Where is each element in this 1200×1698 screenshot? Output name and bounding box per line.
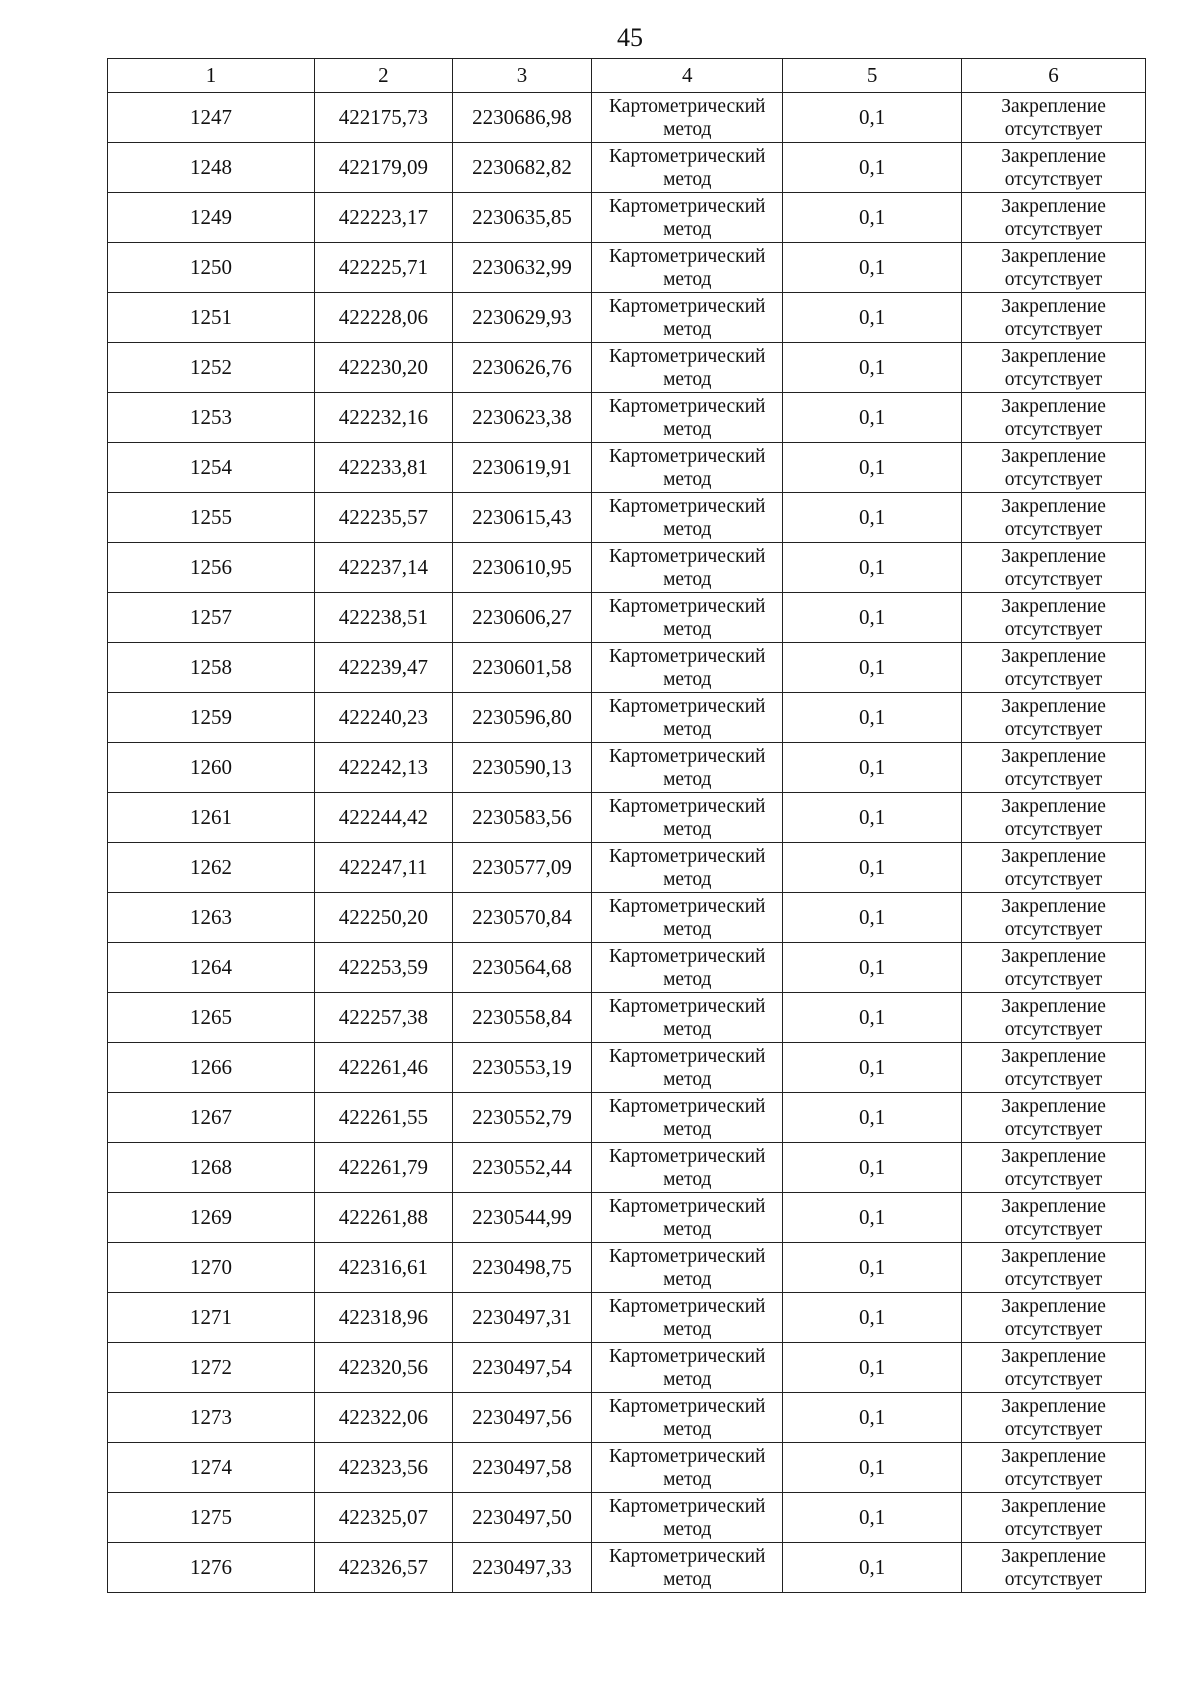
table-row	[108, 1393, 1146, 1443]
accuracy-cell: 0,1	[783, 1343, 962, 1393]
accuracy-cell: 0,1	[783, 943, 962, 993]
fixing-description-cell: Закрепление отсутствует	[962, 743, 1146, 793]
accuracy-cell: 0,1	[783, 93, 962, 143]
determination-method-cell: Картометрический метод	[592, 1493, 783, 1543]
determination-method-cell: Картометрический метод	[592, 543, 783, 593]
point-number-cell: 1269	[108, 1193, 315, 1243]
fixing-description-cell: Закрепление отсутствует	[962, 1543, 1146, 1593]
coordinate-y-cell: 2230606,27	[452, 593, 592, 643]
point-number-cell: 1270	[108, 1243, 315, 1293]
coordinate-x-cell: 422235,57	[314, 493, 452, 543]
table-row	[108, 443, 1146, 493]
coordinate-x-cell: 422325,07	[314, 1493, 452, 1543]
table-row	[108, 393, 1146, 443]
point-number-cell: 1253	[108, 393, 315, 443]
table-row	[108, 1443, 1146, 1493]
table-row	[108, 643, 1146, 693]
coordinate-y-cell: 2230497,31	[452, 1293, 592, 1343]
coordinate-y-cell: 2230615,43	[452, 493, 592, 543]
point-number-cell: 1261	[108, 793, 315, 843]
determination-method-cell: Картометрический метод	[592, 693, 783, 743]
fixing-description-cell: Закрепление отсутствует	[962, 143, 1146, 193]
coordinate-y-cell: 2230552,79	[452, 1093, 592, 1143]
coordinate-y-cell: 2230590,13	[452, 743, 592, 793]
coordinate-y-cell: 2230601,58	[452, 643, 592, 693]
table-row	[108, 993, 1146, 1043]
coordinate-x-cell: 422242,13	[314, 743, 452, 793]
point-number-cell: 1256	[108, 543, 315, 593]
accuracy-cell: 0,1	[783, 1293, 962, 1343]
point-number-cell: 1254	[108, 443, 315, 493]
determination-method-cell: Картометрический метод	[592, 1443, 783, 1493]
coordinate-y-cell: 2230577,09	[452, 843, 592, 893]
coordinate-x-cell: 422322,06	[314, 1393, 452, 1443]
determination-method-cell: Картометрический метод	[592, 243, 783, 293]
fixing-description-cell: Закрепление отсутствует	[962, 1193, 1146, 1243]
accuracy-cell: 0,1	[783, 693, 962, 743]
point-number-cell: 1276	[108, 1543, 315, 1593]
fixing-description-cell: Закрепление отсутствует	[962, 493, 1146, 543]
table-header-row	[108, 59, 1146, 93]
coordinate-y-cell: 2230686,98	[452, 93, 592, 143]
table-row	[108, 493, 1146, 543]
fixing-description-cell: Закрепление отсутствует	[962, 543, 1146, 593]
point-number-cell: 1259	[108, 693, 315, 743]
coordinate-y-cell: 2230498,75	[452, 1243, 592, 1293]
coordinate-x-cell: 422223,17	[314, 193, 452, 243]
fixing-description-cell: Закрепление отсутствует	[962, 693, 1146, 743]
coordinate-y-cell: 2230632,99	[452, 243, 592, 293]
table-row	[108, 593, 1146, 643]
accuracy-cell: 0,1	[783, 1243, 962, 1293]
coordinates-table	[107, 58, 1146, 1593]
coordinate-y-cell: 2230553,19	[452, 1043, 592, 1093]
fixing-description-cell: Закрепление отсутствует	[962, 1493, 1146, 1543]
fixing-description-cell: Закрепление отсутствует	[962, 1093, 1146, 1143]
table-row	[108, 1343, 1146, 1393]
table-row	[108, 143, 1146, 193]
point-number-cell: 1247	[108, 93, 315, 143]
coordinate-x-cell: 422233,81	[314, 443, 452, 493]
determination-method-cell: Картометрический метод	[592, 143, 783, 193]
fixing-description-cell: Закрепление отсутствует	[962, 443, 1146, 493]
point-number-cell: 1275	[108, 1493, 315, 1543]
accuracy-cell: 0,1	[783, 1093, 962, 1143]
table-row	[108, 793, 1146, 843]
point-number-cell: 1267	[108, 1093, 315, 1143]
determination-method-cell: Картометрический метод	[592, 1093, 783, 1143]
accuracy-cell: 0,1	[783, 893, 962, 943]
table-row	[108, 93, 1146, 143]
coordinate-y-cell: 2230610,95	[452, 543, 592, 593]
point-number-cell: 1252	[108, 343, 315, 393]
fixing-description-cell: Закрепление отсутствует	[962, 193, 1146, 243]
coordinate-y-cell: 2230497,54	[452, 1343, 592, 1393]
determination-method-cell: Картометрический метод	[592, 1043, 783, 1093]
coordinate-y-cell: 2230497,56	[452, 1393, 592, 1443]
point-number-cell: 1272	[108, 1343, 315, 1393]
accuracy-cell: 0,1	[783, 593, 962, 643]
point-number-cell: 1274	[108, 1443, 315, 1493]
accuracy-cell: 0,1	[783, 493, 962, 543]
column-header: 1	[108, 59, 315, 93]
coordinate-x-cell: 422239,47	[314, 643, 452, 693]
coordinate-x-cell: 422320,56	[314, 1343, 452, 1393]
accuracy-cell: 0,1	[783, 1543, 962, 1593]
determination-method-cell: Картометрический метод	[592, 1343, 783, 1393]
determination-method-cell: Картометрический метод	[592, 593, 783, 643]
point-number-cell: 1257	[108, 593, 315, 643]
coordinate-y-cell: 2230619,91	[452, 443, 592, 493]
fixing-description-cell: Закрепление отсутствует	[962, 1293, 1146, 1343]
fixing-description-cell: Закрепление отсутствует	[962, 843, 1146, 893]
point-number-cell: 1255	[108, 493, 315, 543]
coordinate-x-cell: 422261,46	[314, 1043, 452, 1093]
determination-method-cell: Картометрический метод	[592, 843, 783, 893]
column-header: 2	[314, 59, 452, 93]
coordinate-x-cell: 422323,56	[314, 1443, 452, 1493]
determination-method-cell: Картометрический метод	[592, 193, 783, 243]
accuracy-cell: 0,1	[783, 293, 962, 343]
coordinate-y-cell: 2230626,76	[452, 343, 592, 393]
page-number: 45	[617, 23, 643, 52]
coordinate-y-cell: 2230497,50	[452, 1493, 592, 1543]
table-row	[108, 1193, 1146, 1243]
fixing-description-cell: Закрепление отсутствует	[962, 593, 1146, 643]
accuracy-cell: 0,1	[783, 743, 962, 793]
determination-method-cell: Картометрический метод	[592, 393, 783, 443]
fixing-description-cell: Закрепление отсутствует	[962, 943, 1146, 993]
accuracy-cell: 0,1	[783, 1193, 962, 1243]
point-number-cell: 1260	[108, 743, 315, 793]
determination-method-cell: Картометрический метод	[592, 893, 783, 943]
coordinate-x-cell: 422257,38	[314, 993, 452, 1043]
determination-method-cell: Картометрический метод	[592, 1243, 783, 1293]
coordinate-x-cell: 422261,79	[314, 1143, 452, 1193]
table-row	[108, 1093, 1146, 1143]
coordinate-x-cell: 422240,23	[314, 693, 452, 743]
point-number-cell: 1251	[108, 293, 315, 343]
column-header: 4	[592, 59, 783, 93]
determination-method-cell: Картометрический метод	[592, 343, 783, 393]
coordinate-y-cell: 2230635,85	[452, 193, 592, 243]
coordinate-y-cell: 2230623,38	[452, 393, 592, 443]
point-number-cell: 1266	[108, 1043, 315, 1093]
coordinate-y-cell: 2230564,68	[452, 943, 592, 993]
coordinate-x-cell: 422250,20	[314, 893, 452, 943]
fixing-description-cell: Закрепление отсутствует	[962, 1393, 1146, 1443]
determination-method-cell: Картометрический метод	[592, 743, 783, 793]
coordinate-y-cell: 2230552,44	[452, 1143, 592, 1193]
coordinate-x-cell: 422237,14	[314, 543, 452, 593]
coordinate-y-cell: 2230629,93	[452, 293, 592, 343]
table-body	[108, 93, 1146, 1593]
accuracy-cell: 0,1	[783, 793, 962, 843]
coordinate-x-cell: 422225,71	[314, 243, 452, 293]
column-header: 3	[452, 59, 592, 93]
table-row	[108, 543, 1146, 593]
accuracy-cell: 0,1	[783, 193, 962, 243]
determination-method-cell: Картометрический метод	[592, 443, 783, 493]
determination-method-cell: Картометрический метод	[592, 1393, 783, 1443]
coordinate-y-cell: 2230544,99	[452, 1193, 592, 1243]
determination-method-cell: Картометрический метод	[592, 1193, 783, 1243]
coordinate-x-cell: 422175,73	[314, 93, 452, 143]
coordinate-y-cell: 2230497,33	[452, 1543, 592, 1593]
column-header: 6	[962, 59, 1146, 93]
coordinate-x-cell: 422228,06	[314, 293, 452, 343]
fixing-description-cell: Закрепление отсутствует	[962, 1343, 1146, 1393]
accuracy-cell: 0,1	[783, 1443, 962, 1493]
coordinate-x-cell: 422238,51	[314, 593, 452, 643]
fixing-description-cell: Закрепление отсутствует	[962, 93, 1146, 143]
coordinate-x-cell: 422326,57	[314, 1543, 452, 1593]
determination-method-cell: Картометрический метод	[592, 293, 783, 343]
coordinate-y-cell: 2230558,84	[452, 993, 592, 1043]
table-row	[108, 243, 1146, 293]
coordinate-x-cell: 422316,61	[314, 1243, 452, 1293]
fixing-description-cell: Закрепление отсутствует	[962, 343, 1146, 393]
determination-method-cell: Картометрический метод	[592, 493, 783, 543]
column-header: 5	[783, 59, 962, 93]
determination-method-cell: Картометрический метод	[592, 943, 783, 993]
coordinate-x-cell: 422244,42	[314, 793, 452, 843]
point-number-cell: 1265	[108, 993, 315, 1043]
coordinate-y-cell: 2230570,84	[452, 893, 592, 943]
table-row	[108, 1043, 1146, 1093]
fixing-description-cell: Закрепление отсутствует	[962, 1443, 1146, 1493]
table-row	[108, 1243, 1146, 1293]
table-row	[108, 743, 1146, 793]
point-number-cell: 1264	[108, 943, 315, 993]
accuracy-cell: 0,1	[783, 843, 962, 893]
point-number-cell: 1262	[108, 843, 315, 893]
table-row	[108, 693, 1146, 743]
table-row	[108, 893, 1146, 943]
accuracy-cell: 0,1	[783, 1393, 962, 1443]
coordinate-x-cell: 422179,09	[314, 143, 452, 193]
point-number-cell: 1249	[108, 193, 315, 243]
coordinate-y-cell: 2230583,56	[452, 793, 592, 843]
determination-method-cell: Картометрический метод	[592, 1143, 783, 1193]
fixing-description-cell: Закрепление отсутствует	[962, 293, 1146, 343]
table-row	[108, 193, 1146, 243]
fixing-description-cell: Закрепление отсутствует	[962, 243, 1146, 293]
table-row	[108, 1543, 1146, 1593]
coordinate-x-cell: 422318,96	[314, 1293, 452, 1343]
table-row	[108, 1143, 1146, 1193]
coordinate-x-cell: 422253,59	[314, 943, 452, 993]
accuracy-cell: 0,1	[783, 393, 962, 443]
fixing-description-cell: Закрепление отсутствует	[962, 893, 1146, 943]
table-row	[108, 1493, 1146, 1543]
fixing-description-cell: Закрепление отсутствует	[962, 793, 1146, 843]
accuracy-cell: 0,1	[783, 243, 962, 293]
determination-method-cell: Картометрический метод	[592, 993, 783, 1043]
coordinate-x-cell: 422230,20	[314, 343, 452, 393]
point-number-cell: 1273	[108, 1393, 315, 1443]
accuracy-cell: 0,1	[783, 443, 962, 493]
determination-method-cell: Картометрический метод	[592, 793, 783, 843]
point-number-cell: 1271	[108, 1293, 315, 1343]
table-row	[108, 843, 1146, 893]
table-row	[108, 343, 1146, 393]
coordinate-x-cell: 422261,88	[314, 1193, 452, 1243]
point-number-cell: 1268	[108, 1143, 315, 1193]
accuracy-cell: 0,1	[783, 1143, 962, 1193]
determination-method-cell: Картометрический метод	[592, 1543, 783, 1593]
coordinate-x-cell: 422261,55	[314, 1093, 452, 1143]
point-number-cell: 1258	[108, 643, 315, 693]
determination-method-cell: Картометрический метод	[592, 1293, 783, 1343]
point-number-cell: 1263	[108, 893, 315, 943]
accuracy-cell: 0,1	[783, 343, 962, 393]
accuracy-cell: 0,1	[783, 143, 962, 193]
table-row	[108, 943, 1146, 993]
coordinate-y-cell: 2230682,82	[452, 143, 592, 193]
point-number-cell: 1250	[108, 243, 315, 293]
coordinate-y-cell: 2230497,58	[452, 1443, 592, 1493]
fixing-description-cell: Закрепление отсутствует	[962, 1043, 1146, 1093]
fixing-description-cell: Закрепление отсутствует	[962, 1143, 1146, 1193]
table-row	[108, 293, 1146, 343]
accuracy-cell: 0,1	[783, 543, 962, 593]
point-number-cell: 1248	[108, 143, 315, 193]
fixing-description-cell: Закрепление отсутствует	[962, 1243, 1146, 1293]
accuracy-cell: 0,1	[783, 993, 962, 1043]
coordinate-x-cell: 422247,11	[314, 843, 452, 893]
accuracy-cell: 0,1	[783, 643, 962, 693]
fixing-description-cell: Закрепление отсутствует	[962, 393, 1146, 443]
table-row	[108, 1293, 1146, 1343]
accuracy-cell: 0,1	[783, 1043, 962, 1093]
fixing-description-cell: Закрепление отсутствует	[962, 993, 1146, 1043]
fixing-description-cell: Закрепление отсутствует	[962, 643, 1146, 693]
coordinate-x-cell: 422232,16	[314, 393, 452, 443]
accuracy-cell: 0,1	[783, 1493, 962, 1543]
determination-method-cell: Картометрический метод	[592, 93, 783, 143]
coordinate-y-cell: 2230596,80	[452, 693, 592, 743]
determination-method-cell: Картометрический метод	[592, 643, 783, 693]
